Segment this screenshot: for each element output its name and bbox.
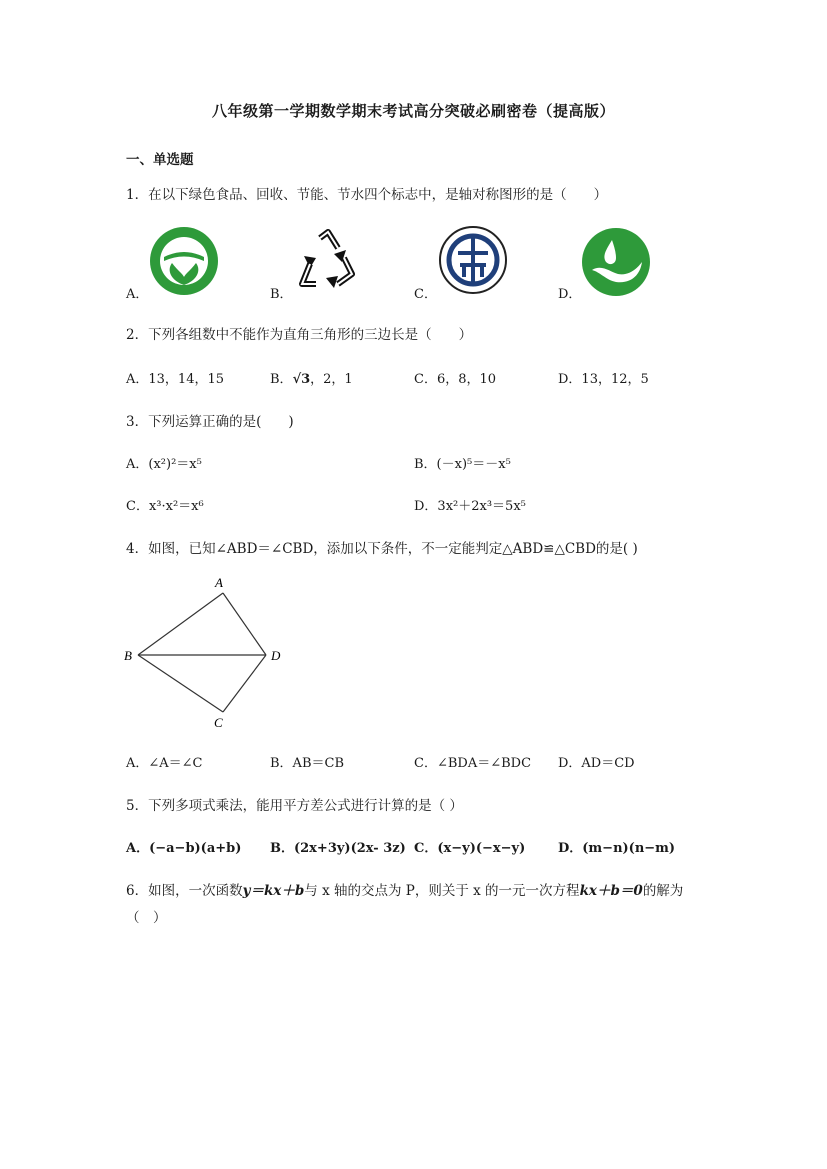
question-6-stem — [126, 879, 683, 899]
q2-option-b-rest: ，2，1 — [310, 372, 353, 387]
q6-stem-part3: 的解为 — [642, 883, 684, 899]
question-4-stem: 4．如图，已知∠ABD＝∠CBD，添加以下条件，不一定能判定△ABD≌△CBD的是( ) — [126, 541, 638, 557]
question-2-stem: 2．下列各组数中不能作为直角三角形的三边长是（ ） — [126, 327, 473, 343]
q5-option-a: A．(−a−b)(a+b) — [126, 841, 242, 856]
q5-option-b: B．(2x+3y)(2x- 3z) — [270, 841, 406, 856]
q1-option-a-label: A． — [126, 287, 149, 302]
green-food-icon — [150, 227, 218, 299]
q1-option-b-label: B． — [270, 287, 293, 302]
energy-saving-icon — [438, 225, 508, 299]
point-label-c: C — [214, 715, 223, 730]
q3-option-a: A．(x²)²＝x⁵ — [126, 457, 202, 472]
q6-stem-part2: 与 x 轴的交点为 P，则关于 x 的一元一次方程 — [304, 883, 580, 899]
q4-option-a: A．∠A＝∠C — [126, 756, 203, 771]
q4-figure — [120, 572, 290, 734]
q4-option-d: D．AD＝CD — [558, 756, 635, 771]
segment-ba — [138, 593, 223, 655]
question-3-stem: 3．下列运算正确的是( ) — [126, 414, 294, 430]
point-label-a: A — [215, 575, 223, 590]
q5-option-d: D．(m−n)(n−m) — [558, 841, 676, 856]
water-saving-icon — [582, 228, 650, 300]
q3-option-c: C．x³·x²＝x⁶ — [126, 499, 204, 514]
segment-ad — [223, 593, 266, 655]
q4-option-b: B．AB＝CB — [270, 756, 344, 771]
q2-option-c: C．6，8，10 — [414, 372, 497, 387]
page-title: 八年级第一学期数学期末考试高分突破必刷密卷（提高版） — [211, 102, 615, 120]
q2-option-b-label: B． — [270, 372, 293, 387]
q6-function: y＝kx＋b — [242, 883, 305, 899]
point-label-b: B — [124, 648, 132, 663]
q3-option-d: D．3x²＋2x³＝5x⁵ — [414, 499, 526, 514]
q6-equation: kx＋b＝0 — [579, 883, 643, 899]
segment-cd — [223, 655, 266, 712]
section-heading: 一、单选题 — [126, 152, 194, 168]
segment-bc — [138, 655, 223, 712]
q2-option-a: A．13，14，15 — [126, 372, 225, 387]
question-5-stem: 5．下列多项式乘法，能用平方差公式进行计算的是（ ） — [126, 798, 463, 814]
question-1-stem: 1．在以下绿色食品、回收、节能、节水四个标志中，是轴对称图形的是（ ） — [126, 187, 608, 203]
point-label-d: D — [271, 648, 281, 663]
q3-option-b: B．(－x)⁵＝－x⁵ — [414, 457, 511, 472]
q2-option-b-sqrt: √3 — [292, 372, 311, 387]
q6-stem-part1: 6．如图，一次函数 — [126, 883, 243, 899]
q2-option-b — [270, 368, 353, 387]
question-6-stem-line2: （ ） — [126, 910, 167, 926]
q2-option-d: D．13，12，5 — [558, 372, 649, 387]
q5-option-c: C．(x−y)(−x−y) — [414, 841, 526, 856]
q1-option-d-label: D． — [558, 287, 582, 302]
recycle-icon — [294, 228, 362, 298]
q4-option-c: C．∠BDA＝∠BDC — [414, 756, 532, 771]
q1-option-c-label: C． — [414, 287, 437, 302]
